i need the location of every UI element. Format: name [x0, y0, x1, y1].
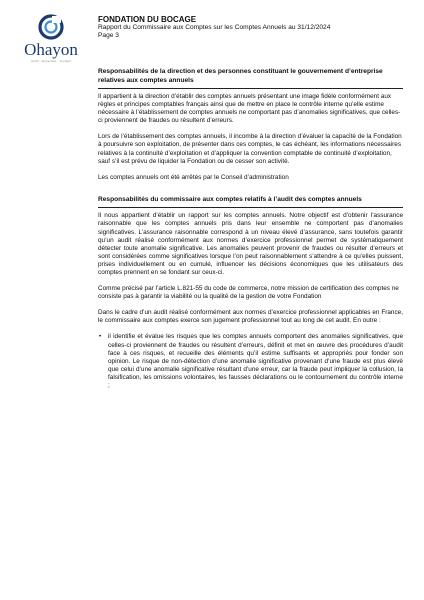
section-title: Responsabilités de la direction et des personnes constituant le gouvernement d’entreprise relatives aux comptes annuels	[98, 68, 403, 89]
logo-wordmark: Ohayon	[24, 40, 78, 59]
page-header	[98, 15, 404, 40]
report-subtitle: Rapport du Commissaire aux Comptes sur les Comptes Annuels au 31/12/2024	[98, 24, 331, 31]
section-management-responsibilities	[98, 68, 403, 182]
organization-name: FONDATION DU BOCAGE	[98, 15, 197, 24]
bullet-item: • il identifie et évalue les risques que les comptes annuels comportent des anomalies significatives, que celles-ci proviennent de fraudes ou résultent d’erreurs, définit et met en œuvre des procédures d’audit face à ces risques, et recueille des éléments qu’il estime suffisants et appropriés pour fonder son opinion. Le risque de non-détection d’une anomalie significative provenant d’une fraude est plus élevé que celui d’une anomalie significative résultant d’une erreur, car la fraude peut impliquer la collusion, la falsification, les omissions volontaires, les fausses déclarations ou le contournement du contrôle interne ;	[108, 333, 403, 390]
paragraph: Lors de l’établissement des comptes annuels, il incombe à la direction d’évaluer la capacité de la Fondation à poursuivre son exploitation, de présenter dans ces comptes, le cas échéant, les informations nécessaires relatives à la continuité d’exploitation et d’appliquer la convention comptable de continuité d’exploitation, sauf s’il est prévu de liquider la Fondation ou de cesser son activité.	[98, 133, 402, 165]
logo-tagline: Audit · Expertise · Conseil	[30, 59, 72, 63]
company-logo	[16, 14, 86, 63]
section-auditor-responsibilities	[98, 196, 403, 390]
document-body	[98, 68, 403, 404]
paragraph: Il appartient à la direction d’établir des comptes annuels présentant une image fidèle conformément aux règles et principes comptables français ainsi que de mettre en place le contrôle interne qu’elle estime nécessaire à l’établissement de comptes annuels ne comportant pas d’anomalies significatives, que celles-ci proviennent de fraudes ou résultent d’erreurs.	[98, 93, 401, 125]
logo-emblem-icon	[38, 14, 64, 40]
page-number: Page 3	[98, 32, 119, 39]
section-title: Responsabilités du commissaire aux comptes relatifs à l’audit des comptes annuels	[98, 196, 403, 209]
bullet-list	[98, 333, 403, 390]
paragraph: Dans le cadre d’un audit réalisé conformément aux normes d’exercice professionnel applicables en France, le commissaire aux comptes exerce son jugement professionnel tout au long de cet audit. En outre :	[98, 309, 403, 325]
paragraph: Il nous appartient d’établir un rapport sur les comptes annuels. Notre objectif est d’obtenir l’assurance raisonnable que les comptes annuels pris dans leur ensemble ne comportent pas d’anomalies significatives. L’assurance raisonnable correspond à un niveau élevé d’assurance, sans toutefois garantir qu’un audit réalisé conformément aux normes d’exercice professionnel permet de systématiquement détecter toute anomalie significative. Les anomalies peuvent provenir de fraudes ou résulter d’erreurs et sont considérées comme significatives lorsque l’on peut raisonnablement s’attendre à ce qu’elles puissent, prises individuellement ou en cumulé, influencer les décisions économiques que les utilisateurs des comptes prennent en se fondant sur ceux-ci.	[98, 212, 403, 276]
paragraph: Les comptes annuels ont été arrêtés par le Conseil d’administration	[98, 173, 289, 181]
paragraph: Comme précisé par l’article L.821-55 du code de commerce, notre mission de certification des comptes ne consiste pas à garantir la viabilité ou la qualité de la gestion de votre Fondation	[98, 285, 399, 301]
